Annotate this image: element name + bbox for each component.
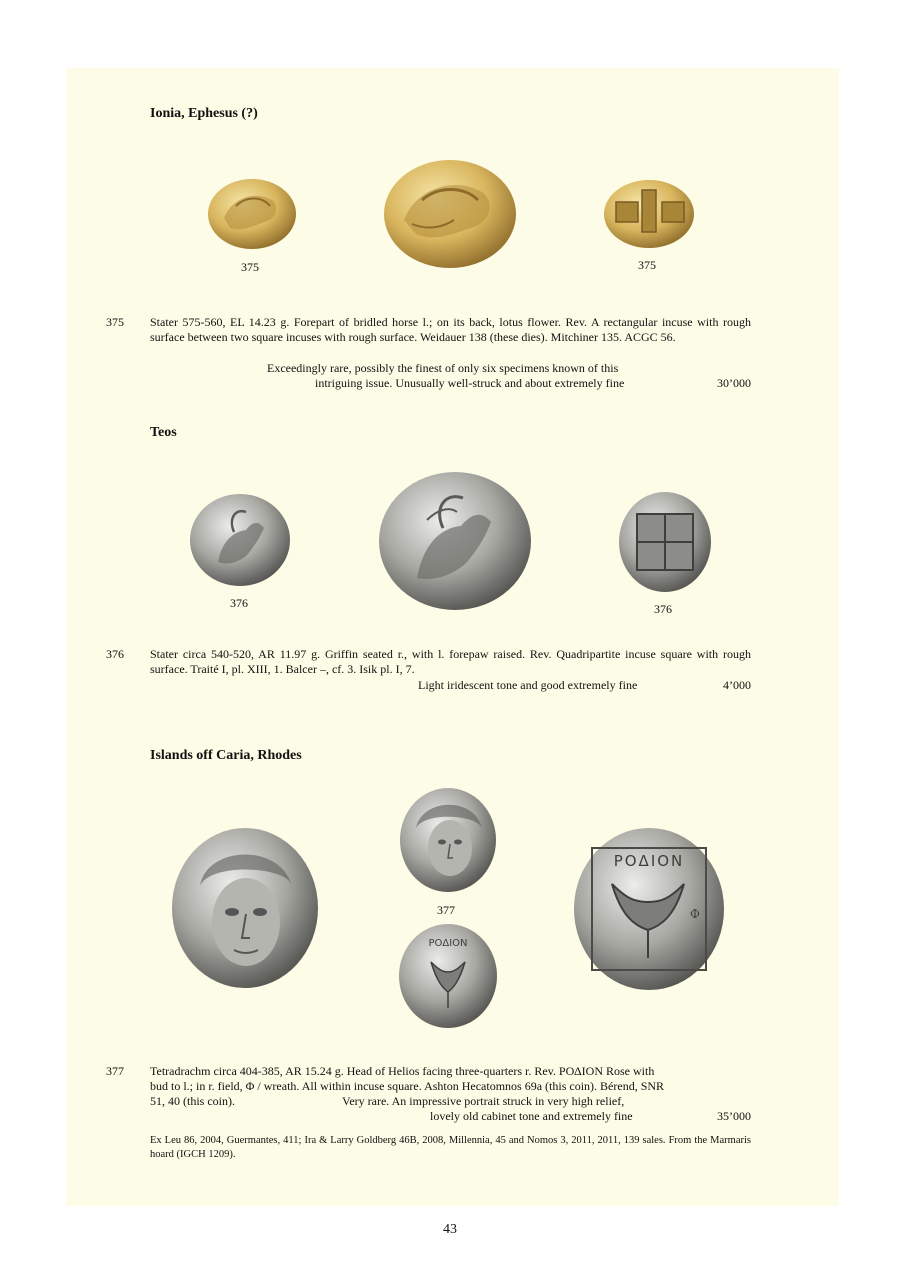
coin-caption: 377 [437, 903, 455, 917]
coin-377-reverse-small [397, 922, 499, 1030]
coin-caption: 376 [654, 602, 672, 616]
section-heading-rhodes: Islands off Caria, Rhodes [150, 748, 302, 763]
lot-number: 375 [106, 315, 124, 329]
lot-description-line: Tetradrachm circa 404-385, AR 15.24 g. Head of Helios facing three-quarters r. Rev. ΡΟΔΙΟΝ Rose with [150, 1064, 655, 1078]
coin-legend: ΡΟΔΙΟΝ [428, 938, 468, 949]
coin-377-obverse-large [170, 826, 320, 990]
coin-377-obverse-small [398, 786, 498, 894]
coin-376-reverse [617, 490, 713, 594]
coin-caption: 376 [230, 596, 248, 610]
coin-legend: ΡΟΔΙΟΝ [613, 852, 685, 870]
lot-condition-line: Very rare. An impressive portrait struck in very high relief, [342, 1094, 625, 1108]
section-heading-ephesus: Ionia, Ephesus (?) [150, 106, 258, 121]
coin-377-reverse-large [572, 826, 726, 992]
lot-description: Stater 575-560, EL 14.23 g. Forepart of bridled horse l.; on its back, lotus flower. Rev. A rectangular incuse with rough surface between two square incuses with rough surface. Weidauer 138 (these dies). Mitchiner 135. ACGC 56. [150, 315, 751, 344]
lot-condition-line: lovely old cabinet tone and extremely fine [430, 1109, 633, 1123]
coin-375-obverse-large [382, 158, 518, 270]
coin-376-obverse-small [188, 492, 292, 588]
lot-condition-line: intriguing issue. Unusually well-struck and about extremely fine [315, 376, 625, 390]
coin-375-obverse-small [206, 176, 298, 252]
coin-caption: 375 [638, 258, 656, 272]
lot-price: 30’000 [717, 376, 751, 390]
page-number: 43 [443, 1222, 457, 1237]
lot-description-line: 51, 40 (this coin). [150, 1094, 235, 1108]
lot-price: 4’000 [723, 678, 751, 692]
coin-375-reverse [602, 178, 696, 250]
coin-376-obverse-large [377, 470, 533, 612]
svg-text:Φ: Φ [690, 907, 700, 921]
lot-provenance: Ex Leu 86, 2004, Guermantes, 411; Ira & Larry Goldberg 46B, 2008, Millennia, 45 and Nomos 3, 2011, 2011, 139 sales. From the Marmaris hoard (IGCH 1209). [150, 1135, 751, 1160]
lot-description-line: bud to l.; in r. field, Φ / wreath. All within incuse square. Ashton Hecatomnos 69a (this coin). Bérend, SNR [150, 1079, 665, 1093]
lot-price: 35’000 [717, 1109, 751, 1123]
lot-number: 376 [106, 647, 124, 661]
lot-condition-line: Light iridescent tone and good extremely fine [418, 678, 638, 692]
section-heading-teos: Teos [150, 425, 177, 440]
lot-number: 377 [106, 1064, 124, 1078]
lot-description: Stater circa 540-520, AR 11.97 g. Griffin seated r., with l. forepaw raised. Rev. Quadripartite incuse square with rough surface. Traité I, pl. XIII, 1. Balcer –, cf. 3. Isik pl. I, 7. [150, 647, 751, 676]
lot-condition-line: Exceedingly rare, possibly the finest of only six specimens known of this [267, 361, 619, 375]
coin-caption: 375 [241, 260, 259, 274]
